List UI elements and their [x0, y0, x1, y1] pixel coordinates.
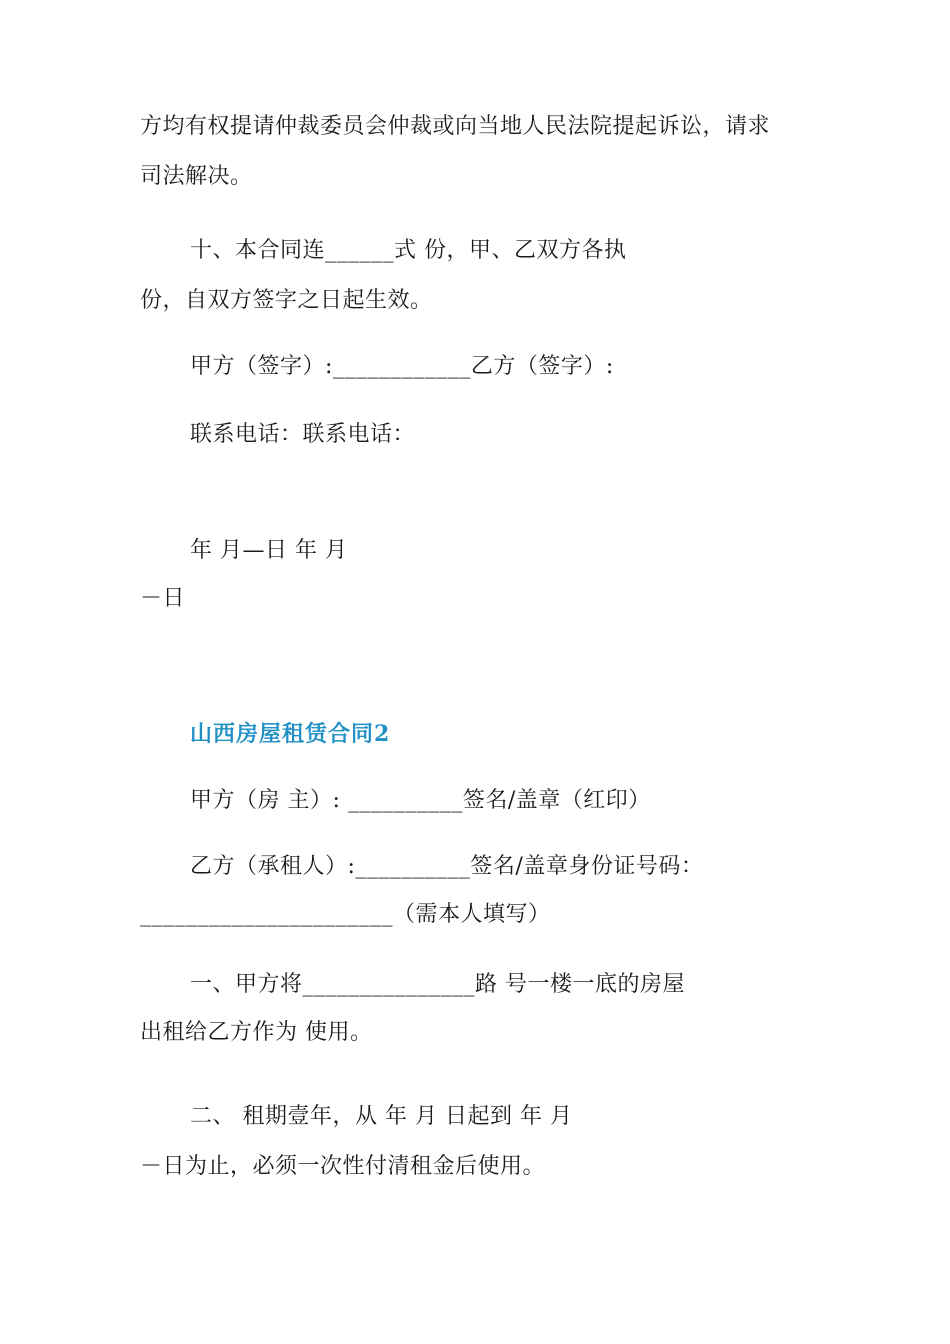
tenant-id-line: ______________________（需本人填写） — [140, 902, 551, 927]
tenant-line: 乙方（承租人）:__________签名/盖章身份证号码： — [190, 854, 704, 879]
paragraph-line: 司法解决。 — [140, 164, 253, 189]
clause-one-continuation: 出租给乙方作为 使用。 — [140, 1020, 373, 1045]
clause-ten-line: 十、本合同连______式 份，甲、乙双方各执 — [190, 238, 627, 263]
landlord-line: 甲方（房 主）: __________签名/盖章（红印） — [190, 788, 651, 813]
clause-ten-continuation: 份，自双方签字之日起生效。 — [140, 288, 433, 313]
paragraph-line: 方均有权提请仲裁委员会仲裁或向当地人民法院提起诉讼，请求 — [140, 114, 771, 139]
section-heading: 山西房屋租赁合同2 — [190, 721, 391, 747]
date-line: 年 月—日 年 月 — [190, 538, 348, 563]
date-line-continuation: －日 — [140, 586, 186, 611]
clause-one-line: 一、甲方将_______________路 号一楼一底的房屋 — [190, 972, 685, 997]
contact-phone-line: 联系电话：联系电话： — [190, 422, 416, 447]
clause-two-continuation: －日为止，必须一次性付清租金后使用。 — [140, 1154, 546, 1179]
clause-two-line: 二、 租期壹年，从 年 月 日起到 年 月 — [190, 1104, 573, 1129]
signature-line: 甲方（签字）:____________乙方（签字）: — [190, 354, 614, 379]
